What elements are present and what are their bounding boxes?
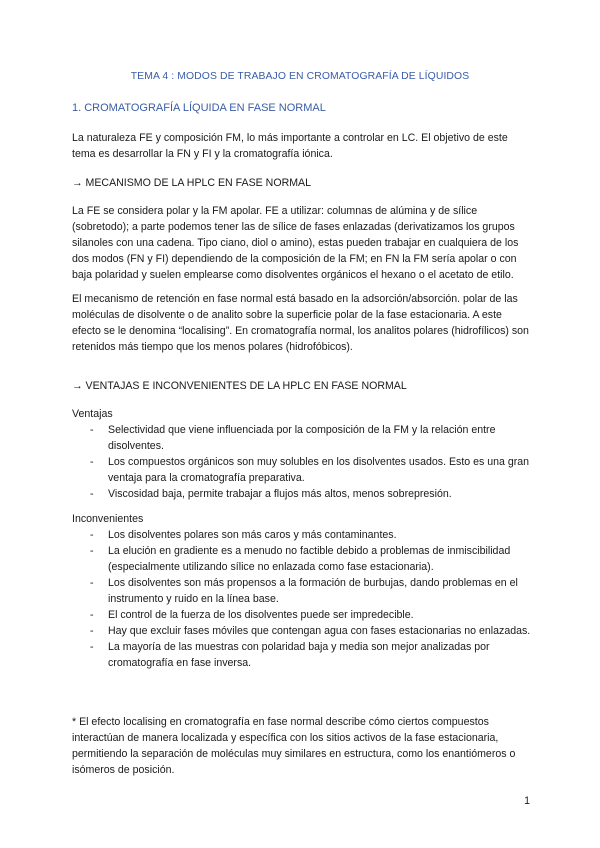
list-item — [72, 454, 532, 486]
list-item-text: Viscosidad baja, permite trabajar a flujos más altos, menos sobrepresión. — [108, 488, 452, 500]
list-item-text: Hay que excluir fases móviles que contengan agua con fases estacionarias no enlazadas. — [108, 625, 531, 637]
list-item — [72, 486, 532, 502]
dash-bullet: - — [90, 641, 94, 653]
list-item — [72, 543, 532, 575]
list-item — [72, 639, 532, 671]
pros-cons-heading: → VENTAJAS E INCONVENIENTES DE LA HPLC EN FASE NORMAL — [72, 380, 407, 392]
list-item-text: Selectividad que viene influenciada por la composición de la FM y la relación entre disolventes. — [108, 424, 496, 452]
list-item-text: El control de la fuerza de los disolventes puede ser impredecible. — [108, 609, 414, 621]
dash-bullet: - — [90, 609, 94, 621]
disadvantages-label: Inconvenientes — [72, 513, 144, 525]
document-title: TEMA 4 : MODOS DE TRABAJO EN CROMATOGRAFÍA DE LÍQUIDOS — [130, 71, 470, 82]
dash-bullet: - — [90, 529, 94, 541]
advantages-list — [72, 422, 532, 502]
advantages-section — [72, 406, 532, 502]
advantages-label: Ventajas — [72, 408, 113, 420]
list-item-text: La elución en gradiente es a menudo no factible debido a problemas de inmiscibilidad (especialmente utilizando sílice no enlazada como fase estacionaria). — [108, 545, 511, 573]
dash-bullet: - — [90, 577, 94, 589]
list-item — [72, 527, 532, 543]
list-item-text: Los disolventes polares son más caros y más contaminantes. — [108, 529, 397, 541]
list-item — [72, 623, 532, 639]
mechanism-paragraph-2: El mecanismo de retención en fase normal está basado en la adsorción/absorción. polar de las moléculas de disolvente o de analito sobre la superficie polar de la fase estacionaria. A este efecto se le denomina “localising”. En cromatografía normal, los analitos polares (hidrofílicos) son retenidos más tiempo que los menos polares (hidrofóbicos). — [72, 293, 529, 353]
list-item — [72, 575, 532, 607]
footnote: * El efecto localising en cromatografía en fase normal describe cómo ciertos compuestos interactúan de manera localizada y específica con los sitios activos de la fase estacionaria, permitiendo la separación de moléculas muy similares en estructura, como los enantiómeros o isómeros de posición. — [72, 716, 516, 776]
list-item-text: Los compuestos orgánicos son muy solubles en los disolventes usados. Esto es una gran ventaja para la cromatografía preparativa. — [108, 456, 530, 484]
mechanism-heading: → MECANISMO DE LA HPLC EN FASE NORMAL — [72, 177, 312, 189]
dash-bullet: - — [90, 456, 94, 468]
page-number: 1 — [524, 795, 530, 807]
list-item-text: La mayoría de las muestras con polaridad baja y media son mejor analizadas por cromatografía en fase inversa. — [108, 641, 490, 669]
dash-bullet: - — [90, 625, 94, 637]
list-item — [72, 607, 532, 623]
dash-bullet: - — [90, 488, 94, 500]
intro-paragraph: La naturaleza FE y composición FM, lo más importante a controlar en LC. El objetivo de este tema es desarrollar la FN y FI y la cromatografía iónica. — [72, 132, 508, 160]
disadvantages-section — [72, 511, 532, 671]
list-item-text: Los disolventes son más propensos a la formación de burbujas, dando problemas en el instrumento y ruido en la línea base. — [108, 577, 518, 605]
dash-bullet: - — [90, 424, 94, 436]
disadvantages-list — [72, 527, 532, 671]
list-item — [72, 422, 532, 454]
dash-bullet: - — [90, 545, 94, 557]
section-heading: 1. CROMATOGRAFÍA LÍQUIDA EN FASE NORMAL — [72, 102, 326, 114]
mechanism-paragraph-1: La FE se considera polar y la FM apolar. FE a utilizar: columnas de alúmina y de sílice (sobretodo); a parte podemos tener las de sílice de fases enlazadas (derivatizamos los grupos silanoles con una cadena. Tipo ciano, diol o amino), estas pueden trabajar en cualquiera de los dos modos (FN y FI) dependiendo de la composición de la FM; en FN la FM sería apolar o con baja polaridad y suelen emplearse como disolventes orgánicos el hexano o el acetato de etilo. — [72, 205, 519, 281]
